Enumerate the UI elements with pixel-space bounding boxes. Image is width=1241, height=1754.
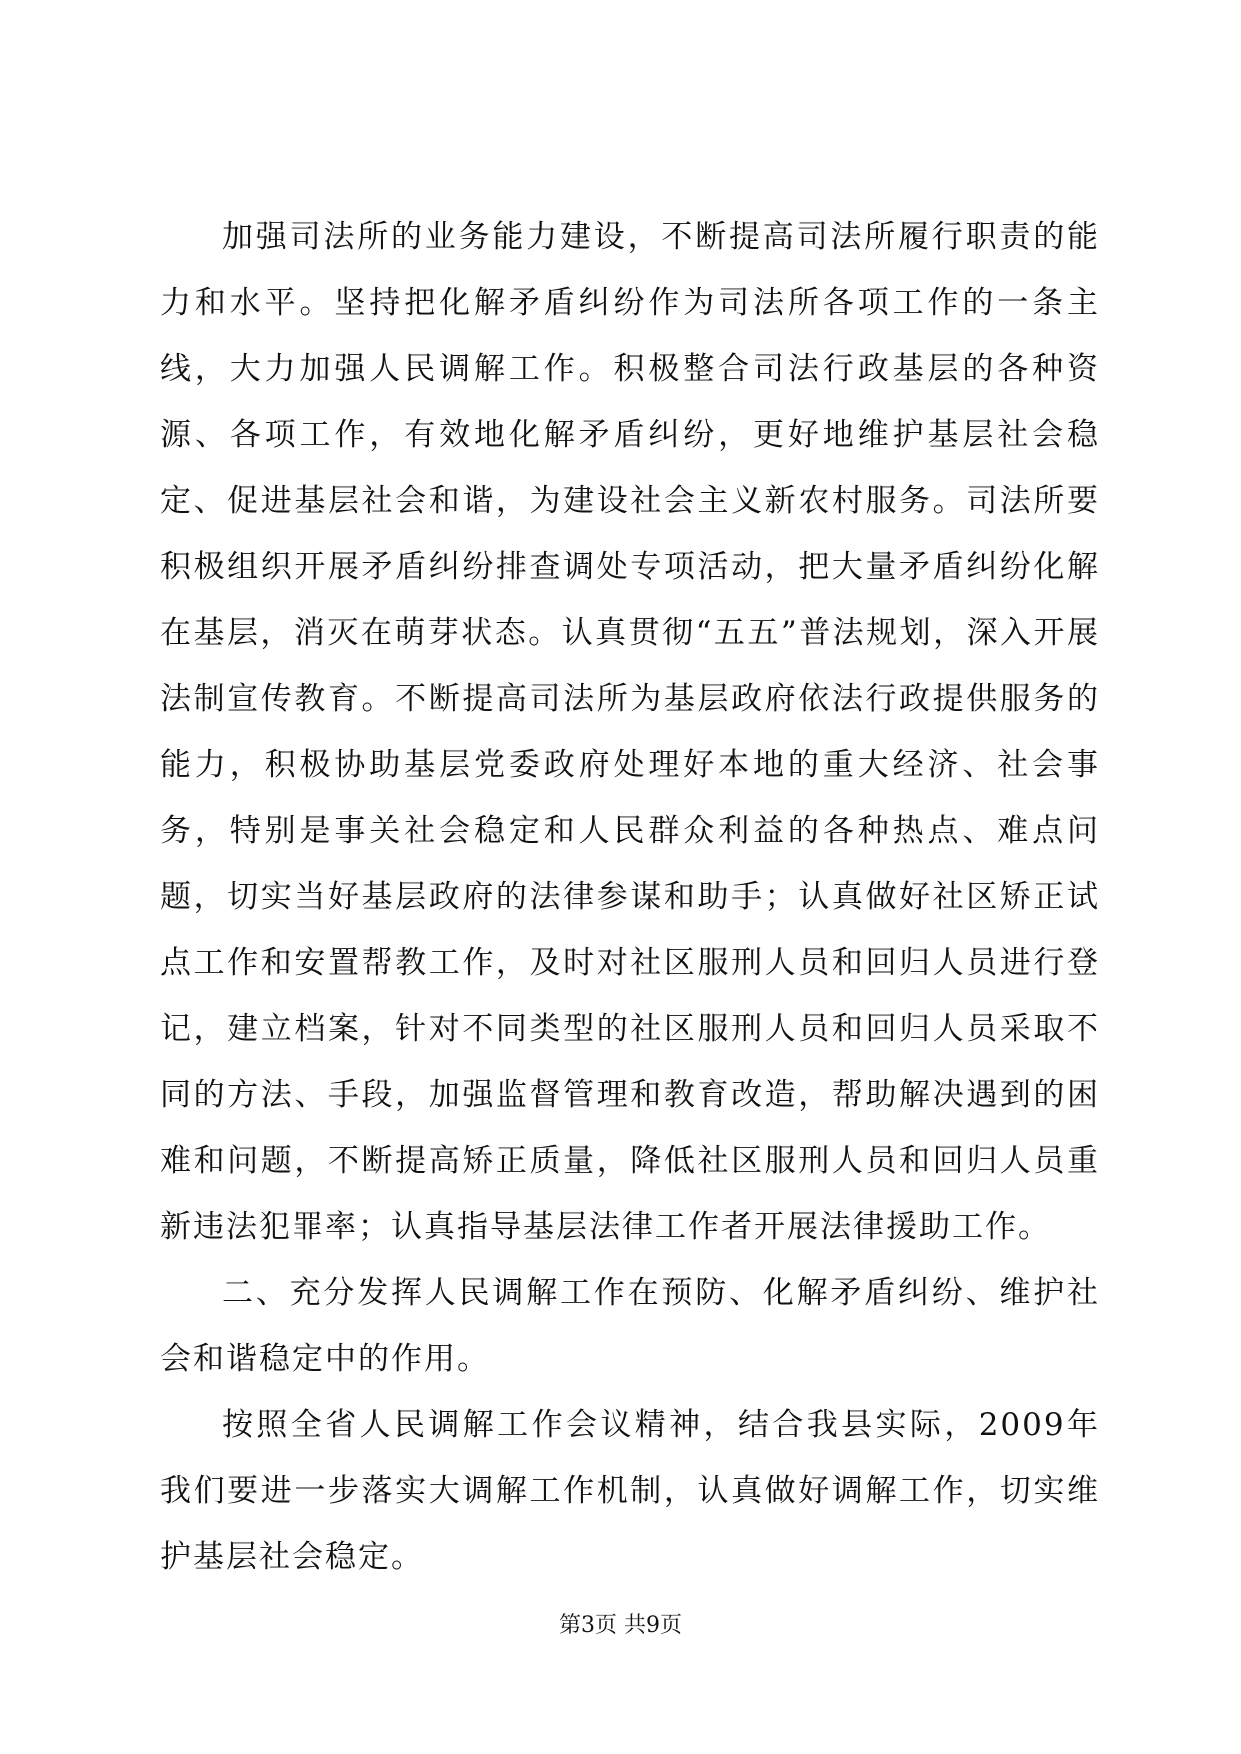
paragraph-section-two-heading: 二、充分发挥人民调解工作在预防、化解矛盾纠纷、维护社会和谐稳定中的作用。 (160, 1275, 1100, 1377)
paragraph-judicial-office: 加强司法所的业务能力建设，不断提高司法所履行职责的能力和水平。坚持把化解矛盾纠纷作为司法所各项工作的一条主线，大力加强人民调解工作。积极整合司法行政基层的各种资源、各项工作，有效地化解矛盾纠纷，更好地维护基层社会稳定、促进基层社会和谐，为建设社会主义新农村服务。司法所要积极组织开展矛盾纠纷排查调处专项活动，把大量矛盾纠纷化解在基层，消灭在萌芽状态。认真贯彻“五五”普法规划，深入开展法制宣传教育。不断提高司法所为基层政府依法行政提供服务的能力，积极协助基层党委政府处理好本地的重大经济、社会事务，特别是事关社会稳定和人民群众利益的各种热点、难点问题，切实当好基层政府的法律参谋和助手；认真做好社区矫正试点工作和安置帮教工作，及时对社区服刑人员和回归人员进行登记，建立档案，针对不同类型的社区服刑人员和回归人员采取不同的方法、手段，加强监督管理和教育改造，帮助解决遇到的困难和问题，不断提高矫正质量，降低社区服刑人员和回归人员重新违法犯罪率；认真指导基层法律工作者开展法律援助工作。 (160, 219, 1100, 1245)
page-number-footer: 第3页 共9页 (559, 1613, 682, 1638)
document-body (160, 204, 1100, 1590)
paragraph-mediation-plan: 按照全省人民调解工作会议精神，结合我县实际，2009年我们要进一步落实大调解工作机制，认真做好调解工作，切实维护基层社会稳定。 (160, 1407, 1100, 1575)
